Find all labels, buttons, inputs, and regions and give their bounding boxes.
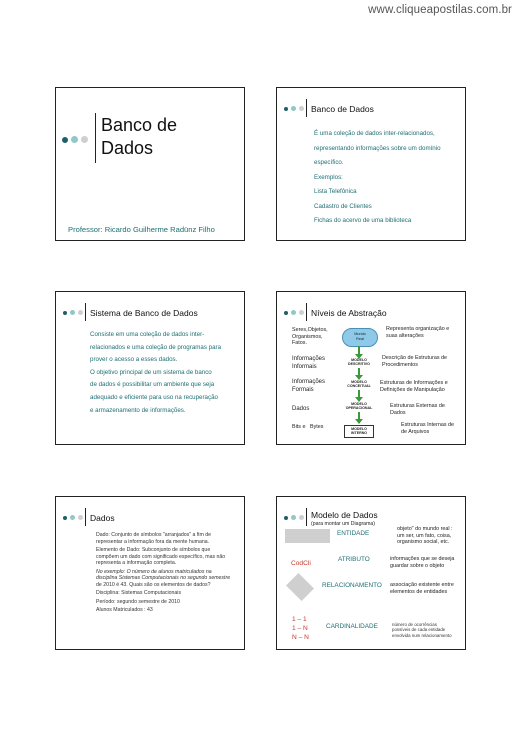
text-line: um ser, um fato, coisa, xyxy=(397,532,452,539)
text-line: Informações xyxy=(292,356,326,362)
dot xyxy=(81,136,88,143)
dot xyxy=(291,106,296,111)
dot xyxy=(78,515,83,520)
slide-5-title: Dados xyxy=(90,513,115,523)
cardinalidade-label: CARDINALIDADE xyxy=(326,623,378,630)
text-line: prover o acesso a esses dados. xyxy=(90,356,178,364)
text-line: objeto" do mundo real : xyxy=(397,526,453,532)
arrow-down xyxy=(358,390,360,398)
model-operacional: MODELO OPERACIONAL xyxy=(345,402,373,411)
left-label-3 xyxy=(292,378,325,394)
dot xyxy=(291,515,296,520)
entidade-desc xyxy=(397,526,453,546)
text-line: representando informações sobre um domínio xyxy=(314,144,441,152)
left-label-2 xyxy=(292,355,325,371)
title-line-2: Dados xyxy=(101,138,154,158)
decor-dots xyxy=(63,310,83,315)
text-line: É uma coleção de dados inter-relacionados, xyxy=(314,130,435,137)
text-line: de dados é possibilitar um ambiente que seja xyxy=(90,381,215,389)
slide-5 xyxy=(55,496,245,650)
text-line: Alunos Matriculados : 43 xyxy=(96,607,153,613)
slide-1-title xyxy=(101,114,177,160)
text-line: representa a informação completa. xyxy=(96,560,177,566)
text-line: Período: segundo semestre de 2010 xyxy=(96,598,180,605)
title-divider xyxy=(85,303,86,321)
text-line: de Arquivos xyxy=(401,428,430,435)
slide-2-title: Banco de Dados xyxy=(311,104,374,114)
title-divider xyxy=(85,508,86,526)
text-line: número de ocorrências xyxy=(392,622,437,627)
professor: Professor: Ricardo Guilherme Radünz Filho xyxy=(68,225,215,234)
text-line: Organismos, xyxy=(292,333,323,340)
dot xyxy=(284,516,288,520)
text-line: Informais xyxy=(292,364,317,370)
slide-6-title: Modelo de Dados xyxy=(311,510,378,520)
decor-dots xyxy=(63,515,83,520)
text-line: Estruturas Internas de xyxy=(401,422,455,428)
dot xyxy=(299,310,304,315)
relationship-diamond xyxy=(286,573,314,601)
right-label-3 xyxy=(380,380,448,393)
text-line: O objetivo principal de um sistema de banco xyxy=(90,368,212,376)
entidade-label: ENTIDADE xyxy=(337,530,370,537)
text-line: Disciplina: Sistemas Computacionais xyxy=(96,590,182,596)
text-line: de 2010 é 43. Quais são os elementos de dados? xyxy=(96,581,211,588)
text-line: e armazenamento de informações. xyxy=(90,406,186,414)
arrow-down xyxy=(358,368,360,376)
text-line: Fichas do acervo de uma biblioteca xyxy=(314,217,412,224)
text-line: disciplina Sistemas Computacionais no segundo semestre xyxy=(96,575,231,581)
text-line: Procedimentos xyxy=(382,361,418,368)
text-line: 1 – N xyxy=(292,625,308,632)
slide-2-body xyxy=(314,127,441,229)
text-line: informações que se deseja xyxy=(390,556,455,562)
left-label-1 xyxy=(292,327,328,347)
dot xyxy=(62,137,68,143)
model-interno: MODELO INTERNO xyxy=(344,425,374,438)
decor-dots xyxy=(284,106,304,111)
text-line: Seres,Objetos, xyxy=(292,327,328,333)
text-line: Exemplos: xyxy=(314,173,343,181)
text-line: representar a informação fora da mente humana. xyxy=(96,538,210,545)
text-line: adequado e eficiente para uso na recuperação xyxy=(90,393,218,401)
cardinality-values xyxy=(292,615,309,642)
dot xyxy=(284,311,288,315)
slide-1 xyxy=(55,87,245,241)
title-divider xyxy=(306,508,307,526)
title-line-1: Banco de xyxy=(101,115,178,135)
text-line: Lista Telefônica xyxy=(314,188,357,195)
text-line: guardar sobre o objeto xyxy=(390,562,445,569)
text-line: Formais xyxy=(292,387,314,393)
left-label-5: Bits e Bytes xyxy=(292,424,324,430)
slide-6-subtitle: (para montar um Diagrama) xyxy=(311,521,376,527)
title-divider xyxy=(95,113,96,163)
text-line: No exemplo: O número de alunos matriculados na xyxy=(96,568,212,575)
slide-3 xyxy=(55,291,245,445)
title-divider xyxy=(306,99,307,117)
model-descritivo: MODELO DESCRITIVO xyxy=(348,358,370,367)
text-line: elementos de entidades xyxy=(390,588,448,595)
attribute-example: CodCli xyxy=(291,560,311,567)
text-line: 1 – 1 xyxy=(292,616,307,623)
slide-4 xyxy=(276,291,466,445)
text-line: Definições de Manipulação xyxy=(380,386,445,393)
text-line: relacionados e uma coleção de programas para xyxy=(90,343,222,351)
cloud-label: Mundo Real xyxy=(354,332,366,341)
right-label-5 xyxy=(401,422,454,435)
dot xyxy=(299,515,304,520)
text-line: Informações xyxy=(292,379,326,385)
dot xyxy=(63,516,67,520)
decor-dots xyxy=(62,136,88,143)
dot xyxy=(78,310,83,315)
slide-2 xyxy=(276,87,466,241)
dot xyxy=(70,515,75,520)
dot xyxy=(63,311,67,315)
text-line: Descrição de Estruturas de xyxy=(382,355,448,361)
dot xyxy=(299,106,304,111)
text-line: Estruturas Externas de xyxy=(390,403,445,409)
text-line: Estruturas de Informações e xyxy=(380,380,448,386)
text-line: específico. xyxy=(314,159,344,166)
right-label-2 xyxy=(382,355,447,368)
decor-dots xyxy=(284,515,304,520)
dot xyxy=(291,310,296,315)
relacionamento-desc xyxy=(390,582,454,595)
arrow-down xyxy=(358,346,360,355)
text-line: suas alterações xyxy=(386,332,424,339)
cardinalidade-desc xyxy=(392,622,452,638)
text-line: Elemento de Dado: Subconjunto de símbolos que xyxy=(96,547,211,553)
dot xyxy=(71,136,78,143)
slide-4-title: Níveis de Abstração xyxy=(311,308,387,318)
title-divider xyxy=(306,303,307,321)
atributo-label: ATRIBUTO xyxy=(338,556,370,563)
text-line: compõem um dado com significado específico, mas não xyxy=(96,553,226,560)
text-line: N – N xyxy=(292,634,309,641)
dot xyxy=(284,107,288,111)
arrow-down xyxy=(358,412,360,420)
slide-5-body xyxy=(96,532,244,614)
text-line: possíveis de cada entidade xyxy=(392,627,446,633)
relacionamento-label: RELACIONAMENTO xyxy=(322,582,382,589)
entity-rectangle xyxy=(285,529,330,543)
slide-6 xyxy=(276,496,466,650)
text-line: Dados xyxy=(390,409,406,416)
text-line: organismo social, etc. xyxy=(397,539,450,546)
slide-3-body xyxy=(90,329,221,417)
atributo-desc xyxy=(390,556,454,569)
cloud-shape xyxy=(342,328,378,347)
model-conceitual: MODELO CONCEITUAL xyxy=(347,380,371,389)
text-line: Consiste em uma coleção de dados inter- xyxy=(90,331,205,338)
slide-3-title: Sistema de Banco de Dados xyxy=(90,308,198,318)
text-line: Fatos. xyxy=(292,340,307,347)
text-line: Dado: Conjunto de símbolos "arranjados" a fim de xyxy=(96,532,211,538)
left-label-4: Dados xyxy=(292,406,310,412)
decor-dots xyxy=(284,310,304,315)
site-url: www.cliqueapostilas.com.br xyxy=(368,4,512,16)
text-line: envolvida num relacionamento xyxy=(392,632,452,638)
dot xyxy=(70,310,75,315)
text-line: associação existente entre xyxy=(390,582,454,588)
text-line: Representa organização e xyxy=(386,326,450,332)
right-label-1 xyxy=(386,326,449,339)
right-label-4 xyxy=(390,403,445,416)
text-line: Cadastro de Clientes xyxy=(314,202,372,210)
